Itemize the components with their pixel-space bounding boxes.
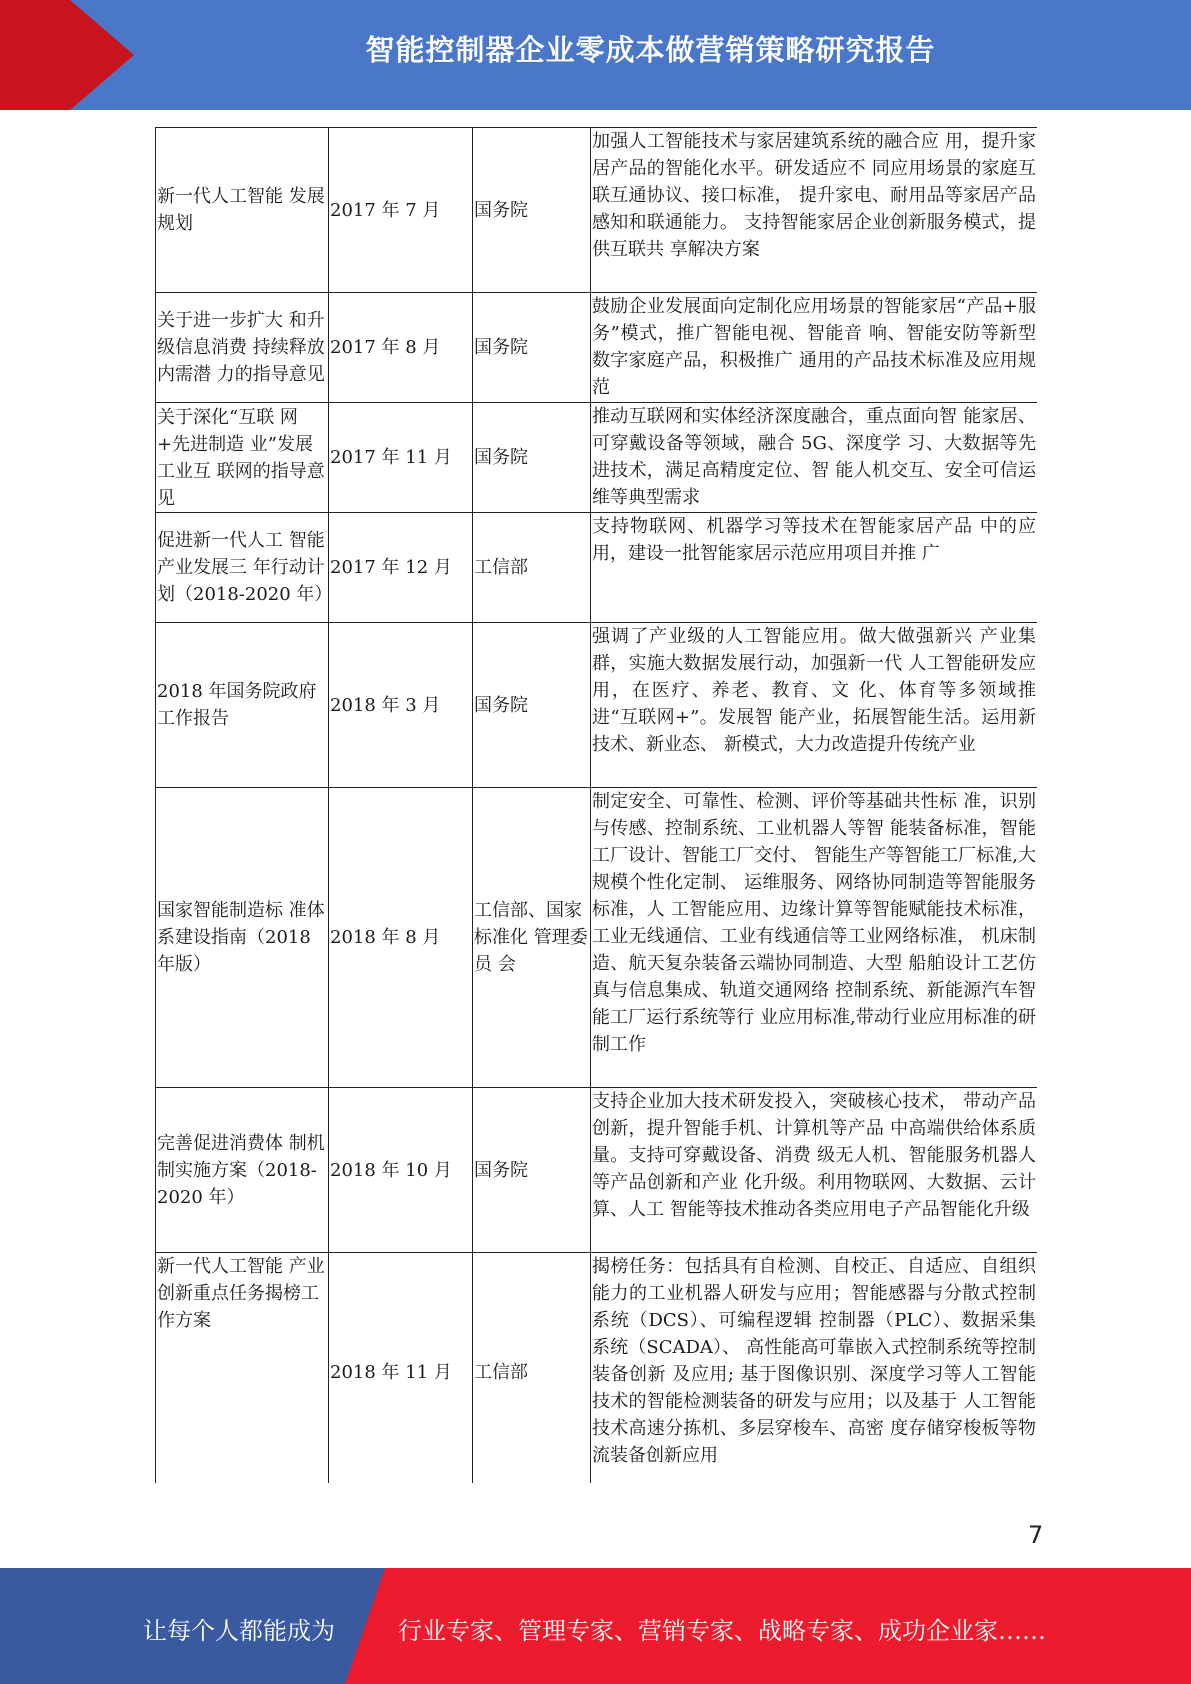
- table-row: [156, 403, 1038, 513]
- policy-name: 国家智能制造标 准体系建设指南（2018 年版）: [156, 788, 329, 1088]
- policy-table: [155, 127, 1037, 1483]
- policy-content: 加强人工智能技术与家居建筑系统的融合应 用，提升家居产品的智能化水平。研发适应不 同应用场景的家庭互联互通协议、接口标准， 提升家电、耐用品等家居产品感知和联通能力。 支持智能家居企业创新服务模式，提供互联共 享解决方案: [591, 128, 1038, 293]
- policy-date: 2017 年 8 月: [329, 293, 473, 403]
- policy-name: 新一代人工智能 产业创新重点任务揭榜工作方案: [156, 1253, 329, 1484]
- policy-date: 2017 年 11 月: [329, 403, 473, 513]
- policy-issuer: 国务院: [473, 1088, 591, 1253]
- report-title: 智能控制器企业零成本做营销策略研究报告: [365, 33, 936, 67]
- policy-content: 强调了产业级的人工智能应用。做大做强新兴 产业集群，实施大数据发展行动，加强新一代 人工智能研发应用，在医疗、养老、教育、文 化、体育等多领域推进“互联网+”。发展智 能产业，拓展智能生活。运用新技术、新业态、 新模式，大力改造提升传统产业: [591, 623, 1038, 788]
- footer-slant: [345, 1568, 385, 1684]
- policy-date: 2017 年 7 月: [329, 128, 473, 293]
- policy-name: 关于进一步扩大 和升级信息消费 持续释放内需潜 力的指导意见: [156, 293, 329, 403]
- policy-name: 关于深化“互联 网+先进制造 业”发展工业互 联网的指导意见: [156, 403, 329, 513]
- policy-date: 2018 年 3 月: [329, 623, 473, 788]
- policy-name: 完善促进消费体 制机制实施方案（2018-2020 年）: [156, 1088, 329, 1253]
- policy-date: 2018 年 11 月: [329, 1253, 473, 1484]
- policy-name: 2018 年国务院政府工作报告: [156, 623, 329, 788]
- footer-slogan-right: 行业专家、管理专家、营销专家、战略专家、成功企业家……: [398, 1617, 1046, 1645]
- table-row: [156, 128, 1038, 293]
- table-row: [156, 1253, 1038, 1484]
- page-number: 7: [1028, 1521, 1044, 1549]
- policy-name: 新一代人工智能 发展规划: [156, 128, 329, 293]
- table-row: [156, 623, 1038, 788]
- policy-content: 揭榜任务：包括具有自检测、自校正、自适应、自组织能力的工业机器人研发与应用；智能感器与分散式控制系统（DCS）、可编程逻辑 控制器（PLC）、数据采集系统（SCADA）、 高性能高可靠嵌入式控制系统等控制装备创新 及应用; 基于图像识别、深度学习等人工智能 技术的智能检测装备的研发与应用；以及基于 人工智能技术高速分拣机、多层穿梭车、高密 度存储穿梭板等物流装备创新应用: [591, 1253, 1038, 1484]
- policy-content: 支持企业加大技术研发投入，突破核心技术， 带动产品创新，提升智能手机、计算机等产品 中高端供给体系质量。支持可穿戴设备、消费 级无人机、智能服务机器人等产品创新和产业 化升级。利用物联网、大数据、云计算、人工 智能等技术推动各类应用电子产品智能化升级: [591, 1088, 1038, 1253]
- policy-content: 鼓励企业发展面向定制化应用场景的智能家居“产品+服务”模式，推广智能电视、智能音 响、智能安防等新型数字家庭产品，积极推广 通用的产品技术标准及应用规范: [591, 293, 1038, 403]
- policy-issuer: 工信部: [473, 513, 591, 623]
- policy-issuer: 工信部: [473, 1253, 591, 1484]
- page-header: [0, 0, 1191, 110]
- table-row: [156, 513, 1038, 623]
- policy-content: 制定安全、可靠性、检测、评价等基础共性标 准，识别与传感、控制系统、工业机器人等智 能装备标准，智能工厂设计、智能工厂交付、 智能生产等智能工厂标准,大规模个性化定制、 运维服务、网络协同制造等智能服务标准，人 工智能应用、边缘计算等智能赋能技术标准， 工业无线通信、工业有线通信等工业网络标准， 机床制造、航天复杂装备云端协同制造、大型 船舶设计工艺仿真与信息集成、轨道交通网络 控制系统、新能源汽车智能工厂运行系统等行 业应用标准,带动行业应用标准的研制工作: [591, 788, 1038, 1088]
- policy-issuer: 国务院: [473, 403, 591, 513]
- table-row: [156, 293, 1038, 403]
- table-row: [156, 788, 1038, 1088]
- policy-issuer: 国务院: [473, 293, 591, 403]
- policy-date: 2018 年 8 月: [329, 788, 473, 1088]
- footer-slogan-left: 让每个人都能成为: [143, 1617, 335, 1645]
- table-row: [156, 1088, 1038, 1253]
- policy-name: 促进新一代人工 智能产业发展三 年行动计划（2018-2020 年）: [156, 513, 329, 623]
- policy-issuer: 国务院: [473, 623, 591, 788]
- policy-table-container: [155, 127, 1037, 1483]
- policy-date: 2018 年 10 月: [329, 1088, 473, 1253]
- policy-content: 支持物联网、机器学习等技术在智能家居产品 中的应用，建设一批智能家居示范应用项目并推 广: [591, 513, 1038, 623]
- policy-content: 推动互联网和实体经济深度融合，重点面向智 能家居、可穿戴设备等领域，融合 5G、深度学 习、大数据等先进技术，满足高精度定位、智 能人机交互、安全可信运维等典型需求: [591, 403, 1038, 513]
- page-footer: [0, 1568, 1191, 1684]
- policy-issuer: 国务院: [473, 128, 591, 293]
- policy-issuer: 工信部、国家标准化 管理委员 会: [473, 788, 591, 1088]
- policy-date: 2017 年 12 月: [329, 513, 473, 623]
